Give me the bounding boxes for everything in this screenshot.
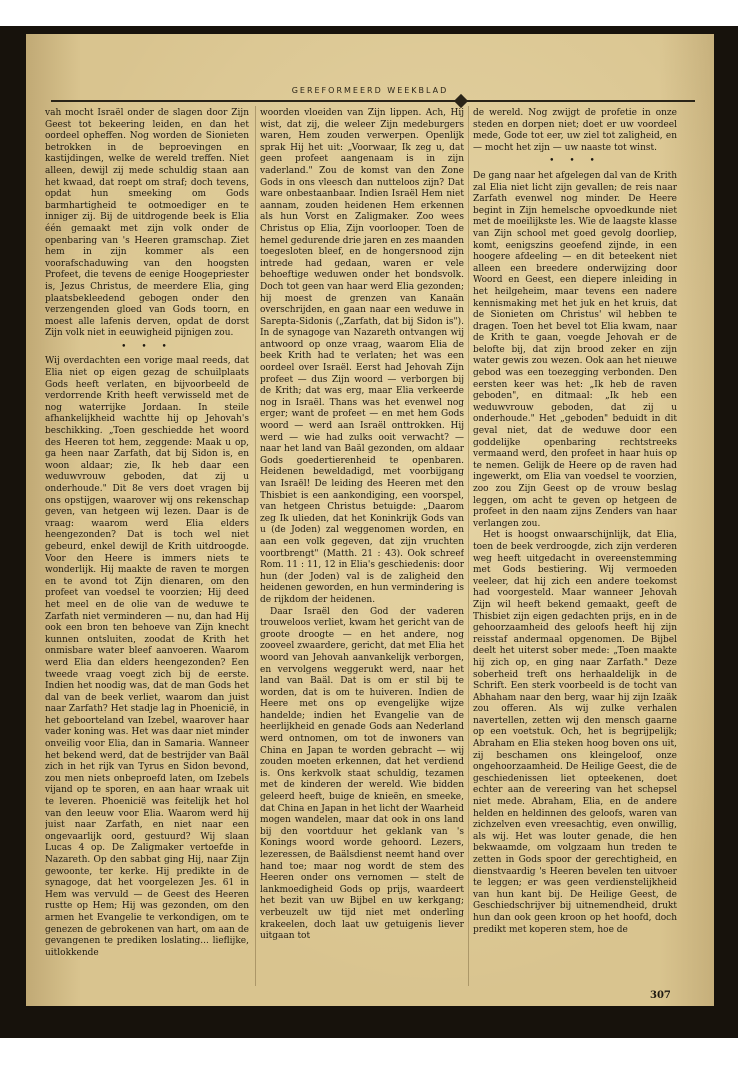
paragraph: Het is hoogst onwaarschijnlijk, dat Elia, toen de beek verdroogde, zich zijn verderen weg heeft uitgedacht in overeenstemming met Gods bestiering. Wij vermoeden veeleer, dat hij zich een andere toekomst had voorgesteld. Maar wanneer Jehovah Zijn wil heeft bekend gemaakt, geeft de Thisbiet zijn eigen gedachten prijs, en in de gehoorzaamheid des geloofs heeft hij zijn reisstaf andermaal opgenomen. De Bijbel deelt het uiterst sober mede: „Toen maakte hij zich op, en ging naar Zarfath." Deze soberheid treft ons herhaaldelijk in de Schrift. Een sterk voorbeeld is de tocht van Abhaham naar den berg, waar hij zijn Izaäk zou offeren. Als wij zulke verhalen navertellen, zetten wij den mensch gaarne op een voetstuk. Och, het is begrijpelijk; Abraham en Elia steken hoog boven ons uit, zij beschamen ons kleingeloof, onze ongehoorzaamheid. De Heilige Geest, die de geschiedenissen liet opteekenen, doet echter aan de vereering van het schepsel niet mede. Abraham, Elia, en de andere helden en heldinnen des geloofs, waren van zichzelven even vreesachtig, even onwillig, als wij. Het was louter genade, die hen bekwaamde, om volgzaam hun treden te zetten in Gods spoor der gerechtigheid, en dienstvaardig 's Heeren bevelen ten uitvoer te leggen; er was geen verdienstelijkheid van hun kant bij. De Heilige Geest, de Geschiedschrijver bij uitnemendheid, drukt hun dan ook geen kroon op het hoofd, doch predikt met koperen stem, hoe de (473, 530, 677, 935)
paragraph: Daar Israël den God der vaderen trouweloos verliet, kwam het gericht van de groote droogte — en het andere, nog zooveel zwaardere, gericht, dat met Elia het woord van Jehovah aanvankelijk verborgen, en vervolgens weggerukt werd, naar het land van Baäl. Dat is om er stil bij te worden, dat is om te huiveren. Indien de Heere met ons op evengelijke wijze handelde; indien het Evangelie van de heerlijkheid en genade Gods aan Nederland werd ontnomen, om tot de inwoners van China en Japan te worden gebracht — wij zouden moeten erkennen, dat het verdiend is. Ons kerkvolk staat schuldig, tezamen met de kinderen der wereld. Wie bidden geleerd heeft, buige de knieën, en smeeke, dat China en Japan in het licht der Waarheid mogen wandelen, maar dat ook in ons land bij den voortduur het geklank van 's Konings woord worde gehoord. Lezers, lezeressen, de Baälsdienst neemt hand over hand toe; maar nog wordt de stem des Heeren onder ons vernomen — stelt de lankmoedigheid Gods op prijs, waardeert het bezit van uw Bijbel en uw kerkgang; verbeuzelt uw tijd niet met onderling krakeelen, doch laat uw getuigenis liever uitgaan tot (260, 606, 464, 942)
paragraph: Wij overdachten een vorige maal reeds, dat Elia niet op eigen gezag de schuilplaats Gods heeft verlaten, en bijvoorbeeld de verdorrende Krith heeft verwisseld met de nog waterrijke Jordaan. In steile afhankelijkheid wachtte hij op Jehovah's beschikking. „Toen geschiedde het woord des Heeren tot hem, zeggende: Maak u op, ga heen naar Zarfath, dat bij Sidon is, en woon aldaar; zie, Ik heb daar een weduwvrouw geboden, dat zij u onderhoude." Dit 8e vers doet vragen bij ons opstijgen, waarover wij ons rekenschap geven, van hetgeen wij lezen. Daar is de vraag: waarom werd Elia elders heengezonden? Dat is toch wel niet gebeurd, enkel dewijl de Krith uitdroogde. Voor den Heere is immers niets te wonderlijk. Hij maakte de raven te morgen en te avond tot Zijn dienaren, om den profeet van voedsel te voorzien; Hij deed het meel en de olie van de weduwe te Zarfath niet verminderen — nu, dan had Hij ook een bron ten behoeve van Zijn knecht kunnen ontsluiten, zoodat de Krith het onmisbare water bleef aanvoeren. Waarom werd Elia dan elders heengezonden? Een tweede vraag voegt zich bij de eerste. Indien het noodig was, dat de man Gods het dal van de beek verliet, waarom dan juist naar Zarfath? Het stadje lag in Phoenicië, in het geboorteland van Izebel, waarover haar vader koning was. Het was daar niet minder onveilig voor Elia, dan in Samaria. Wanneer het bekend werd, dat de bestrijder van Baäl zich in het rijk van Tyrus en Sidon bevond, zou men niets onbeproefd laten, om Izebels vijand op te sporen, en aan haar wraak uit te leveren. Phoenicië was feitelijk het hol van den leeuw voor Elia. Waarom werd hij juist naar Zarfath, en niet naar een ongevaarlijk oord, gestuurd? Wij slaan Lucas 4 op. De Zaligmaker vertoefde in Nazareth. Op den sabbat ging Hij, naar Zijn gewoonte, ter kerke. Hij predikte in de synagoge, dat het voorgelezen Jes. 61 in Hem was vervuld — de Geest des Heeren rustte op Hem; Hij was gezonden, om den armen het Evangelie te verkondigen, om te genezen de gebrokenen van hart, om aan de gevangenen te prediken loslating... lieflijke, uitlokkende (45, 356, 249, 958)
paragraph: de wereld. Nog zwijgt de profetie in onze steden en dorpen niet; doet er uw voordeel mede, Gode tot eer, uw ziel tot zaligheid, en — mocht het zijn — uw naaste tot winst. (473, 108, 677, 153)
text-column-2 (260, 108, 464, 986)
top-margin (0, 0, 738, 26)
bottom-margin (0, 1038, 738, 1068)
newspaper-page (26, 34, 714, 1006)
paragraph: woorden vloeiden van Zijn lippen. Ach, Hij wist, dat zij, die weleer Zijn medeburgers waren, Hem zouden verwerpen. Openlijk sprak Hij het uit: „Voorwaar, Ik zeg u, dat geen profeet aangenaam is in zijn vaderland." Zou de komst van den Zone Gods in ons vleesch dan nutteloos zijn? Dat ware onbestaanbaar. Indien Israël Hem niet aannam, zouden heidenen Hem erkennen als hun Vorst en Zaligmaker. Zoo wees Christus op Elia, Zijn voorlooper. Toen de hemel gedurende drie jaren en zes maanden toegesloten bleef, en de hongersnood zijn intrede had gedaan, waren er vele behoeftige weduwen onder het bondsvolk. Doch tot geen van haar werd Elia gezonden; hij moest de grenzen van Kanaän overschrijden, en gaan naar een weduwe in Sarepta-Sidonis („Zarfath, dat bij Sidon is"). In de synagoge van Nazareth ontvangen wij antwoord op onze vraag, waarom Elia de beek Krith had te verlaten; het was een oordeel over Israël. Eerst had Jehovah Zijn profeet — dus Zijn woord — verborgen bij de Krith; dat was erg, maar Elia verkeerde nog in Israël. Thans was het evenwel nog erger; want de profeet — en met hem Gods woord — werd aan Israël onttrokken. Hij werd — wie had zulks ooit verwacht? — naar het land van Baäl gezonden, om aldaar Gods goedertierenheid te openbaren. Heidenen beweldadigd, met voorbijgang van Israël! De leiding des Heeren met den Thisbiet is een aankondiging, een voorspel, van hetgeen Christus betuigde: „Daarom zeg Ik ulieden, dat het Koninkrijk Gods van u (de Joden) zal weggenomen worden, en aan een volk gegeven, dat zijn vruchten voortbrengt" (Matth. 21 : 43). Ook schreef Rom. 11 : 11, 12 in Elia's geschiedenis: door hun (der Joden) val is de zaligheid den heidenen geworden, en hun vermindering is de rijkdom der heidenen. (260, 108, 464, 605)
section-separator: • • • (549, 156, 601, 167)
column-divider (255, 106, 256, 986)
paragraph: De gang naar het afgelegen dal van de Krith zal Elia niet licht zijn gevallen; de reis naar Zarfath evenwel nog minder. De Heere begint in Zijn hemelsche opvoedkunde niet met de moeilijkste les. Wie de laagste klasse van Zijn school met goed gevolg doorliep, komt, eenigszins geoefend zijnde, in een hoogere afdeeling — en dit beteekent niet alleen een breedere onderwijzing door Woord en Geest, een diepere inleiding in het heilgeheim, maar tevens een nadere kennismaking met het juk en het kruis, dat de Sionieten om Christus' wil hebben te dragen. Toen het bevel tot Elia kwam, naar de Krith te gaan, voegde Jehovah er de belofte bij, dat zijn brood zeker en zijn water gewis zou wezen. Ook aan het nieuwe gebod was een toezegging verbonden. Den eersten keer was het: „Ik heb de raven geboden", en ditmaal: „Ik heb een weduwvrouw geboden, dat zij u onderhoude." Het „geboden" beduidt in dit geval niet, dat de weduwe door een goddelijke openbaring rechtstreeks vermaand werd, den profeet in haar huis op te nemen. Gelijk de Heere op de raven had ingewerkt, om Elia van voedsel te voorzien, zoo zou Zijn Geest op de vrouw beslag leggen, om acht te geven op hetgeen de profeet in den naam zijns Zenders van haar verlangen zou. (473, 170, 677, 529)
header-rule (51, 100, 695, 102)
paragraph: vah mocht Israël onder de slagen door Zijn Geest tot bekeering leiden, en dan het oordeel opheffen. Nog worden de Sionieten betrokken in de beproevingen en kastijdingen, welke de wereld treffen. Niet alleen, dewijl zij mede schuldig staan aan het kwaad, dat roept om straf; doch tevens, opdat hun smeeking om Gods barmhartigheid te ootmoediger en te inniger zij. Bij de uitdrogende beek is Elia één gemaakt met zijn volk onder de openbaring van 's Heeren gramschap. Ziet hem in zijn kommer als een voorafschaduwing van den hoogsten Profeet, die tevens de eenige Hoogepriester is, Jezus Christus, de meerdere Elia, ging plaatsbekleedend gebogen onder den verzengenden gloed van Gods toorn, en moest alle lafenis derven, opdat de dorst Zijn volk niet in eeuwigheid pijnigen zou. (45, 108, 249, 339)
text-column-3 (473, 108, 677, 986)
page-number: 307 (650, 990, 671, 1001)
text-column-1 (45, 108, 249, 986)
section-separator: • • • (121, 341, 173, 352)
page-header: GEREFORMEERD WEEKBLAD (291, 86, 449, 95)
header-rule-ornament (454, 94, 468, 108)
column-divider (468, 106, 469, 986)
